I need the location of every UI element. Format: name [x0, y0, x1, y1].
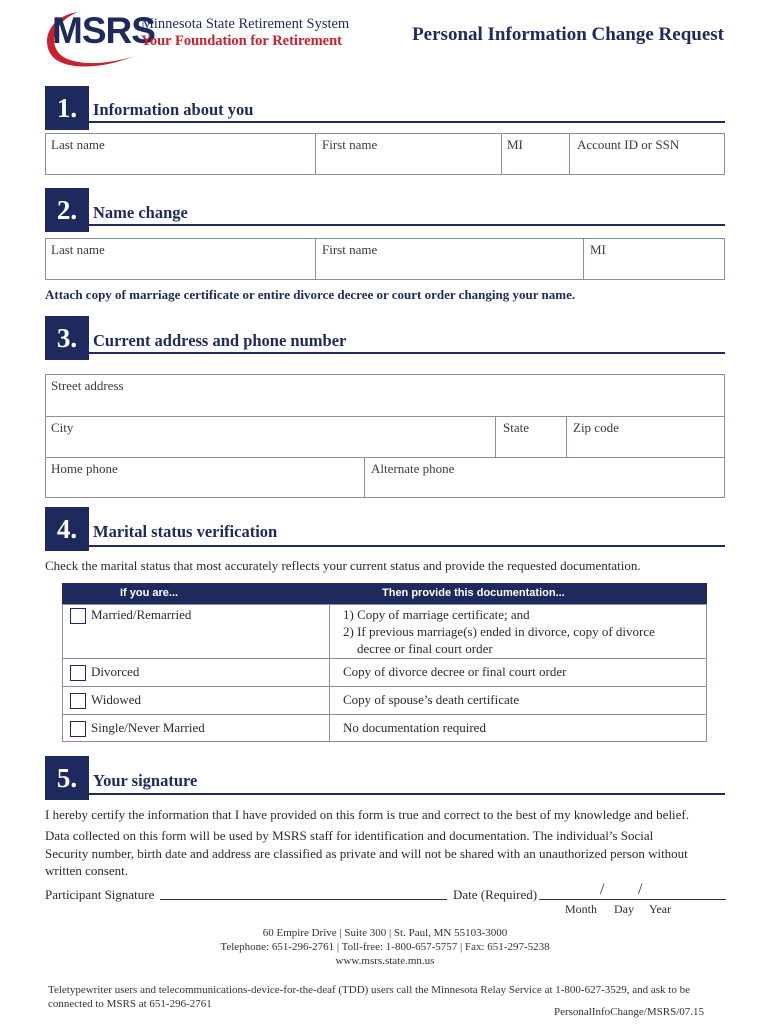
section-1-rule	[89, 121, 725, 123]
signature-label: Participant Signature	[45, 887, 155, 902]
divider	[45, 457, 725, 458]
single-doc: No documentation required	[343, 720, 486, 735]
name-change-note: Attach copy of marriage certificate or entire divorce decree or court order changing your name.	[45, 287, 576, 302]
divider	[569, 133, 570, 175]
privacy-text-line2: Security number, birth date and address are classified as private and will not be shared with an unauthorized person without	[45, 846, 688, 861]
zip-code-field[interactable]: Zip code	[573, 420, 619, 435]
alternate-phone-field[interactable]: Alternate phone	[371, 461, 455, 476]
new-middle-initial-field[interactable]: MI	[590, 242, 606, 257]
divorced-doc: Copy of divorce decree or final court order	[343, 664, 567, 679]
married-checkbox[interactable]	[70, 608, 86, 624]
divider	[329, 604, 330, 742]
last-name-field[interactable]: Last name	[51, 137, 105, 152]
divider	[501, 133, 502, 175]
section-2-field-row	[45, 238, 725, 280]
divider	[364, 457, 365, 498]
widowed-doc: Copy of spouse’s death certificate	[343, 692, 520, 707]
section-2-title: Name change	[93, 203, 188, 222]
logo-tagline: Your Foundation for Retirement	[141, 33, 342, 49]
logo-wordmark: MSRS	[52, 10, 155, 51]
divider	[45, 416, 725, 417]
widowed-checkbox[interactable]	[70, 693, 86, 709]
middle-initial-field[interactable]: MI	[507, 137, 523, 152]
footer-phones: Telephone: 651-296-2761 | Toll-free: 1-800-657-5757 | Fax: 651-297-5238	[220, 941, 550, 953]
section-3-title: Current address and phone number	[93, 331, 347, 350]
marital-col-status-header: If you are...	[120, 587, 179, 599]
divider	[566, 416, 567, 457]
married-doc-line1: 1) Copy of marriage certificate; and	[343, 607, 530, 622]
divider	[583, 238, 584, 280]
section-2-number: 2.	[45, 188, 89, 232]
section-4-number: 4.	[45, 507, 89, 551]
section-5-number: 5.	[45, 756, 89, 800]
date-slash-2: /	[638, 881, 643, 898]
divider	[62, 658, 707, 659]
married-doc-line2: 2) If previous marriage(s) ended in divorce, copy of divorce	[343, 624, 655, 639]
form-id: PersonalInfoChange/MSRS/07.15	[553, 1006, 704, 1018]
street-address-field[interactable]: Street address	[51, 378, 124, 393]
divider	[315, 238, 316, 280]
logo-org-name: Minnesota State Retirement System	[141, 16, 350, 32]
date-line[interactable]	[539, 899, 726, 900]
single-checkbox[interactable]	[70, 721, 86, 737]
single-label: Single/Never Married	[91, 720, 205, 735]
month-label: Month	[565, 902, 598, 916]
section-2-rule	[89, 224, 725, 226]
section-1-number: 1.	[45, 86, 89, 130]
marital-col-doc-header: Then provide this documentation...	[382, 587, 565, 599]
divorced-checkbox[interactable]	[70, 665, 86, 681]
form-title: Personal Information Change Request	[412, 24, 724, 45]
footer-website: www.msrs.state.mn.us	[335, 955, 435, 967]
day-label: Day	[614, 902, 634, 916]
divider	[495, 416, 496, 457]
tdd-text-line1: Teletypewriter users and telecommunications-device-for-the-deaf (TDD) users call the Minnesota Relay Service at 1-800-627-3529, and ask to be	[48, 984, 690, 996]
divider	[62, 686, 707, 687]
privacy-text-line3: written consent.	[45, 863, 129, 878]
tdd-text-line2: connected to MSRS at 651-296-2761	[48, 998, 212, 1010]
date-slash-1: /	[600, 881, 605, 898]
date-label: Date (Required)	[453, 887, 538, 902]
marital-instructions: Check the marital status that most accurately reflects your current status and provide the requested documentation.	[45, 558, 641, 573]
city-field[interactable]: City	[51, 420, 74, 435]
certification-text: I hereby certify the information that I have provided on this form is true and correct to the best of my knowledge and belief.	[45, 807, 690, 822]
section-1-title: Information about you	[93, 100, 254, 119]
year-label: Year	[649, 902, 672, 916]
widowed-label: Widowed	[91, 692, 142, 707]
first-name-field[interactable]: First name	[322, 137, 378, 152]
section-5-title: Your signature	[93, 771, 198, 790]
section-4-rule	[89, 545, 725, 547]
section-3-field-block	[45, 374, 725, 498]
account-id-field[interactable]: Account ID or SSN	[577, 137, 680, 152]
married-doc-line3: decree or final court order	[357, 641, 493, 656]
section-5-rule	[89, 793, 725, 795]
section-4-title: Marital status verification	[93, 522, 278, 541]
divider	[62, 714, 707, 715]
new-first-name-field[interactable]: First name	[322, 242, 378, 257]
signature-line[interactable]	[160, 899, 447, 900]
state-field[interactable]: State	[503, 420, 529, 435]
divider	[315, 133, 316, 175]
footer-address: 60 Empire Drive | Suite 300 | St. Paul, MN 55103-3000	[262, 927, 508, 939]
new-last-name-field[interactable]: Last name	[51, 242, 105, 257]
section-3-rule	[89, 352, 725, 354]
divorced-label: Divorced	[91, 664, 140, 679]
privacy-text-line1: Data collected on this form will be used by MSRS staff for identification and documentation. The individual’s Social	[45, 828, 654, 843]
married-label: Married/Remarried	[91, 607, 192, 622]
home-phone-field[interactable]: Home phone	[51, 461, 118, 476]
section-3-number: 3.	[45, 316, 89, 360]
